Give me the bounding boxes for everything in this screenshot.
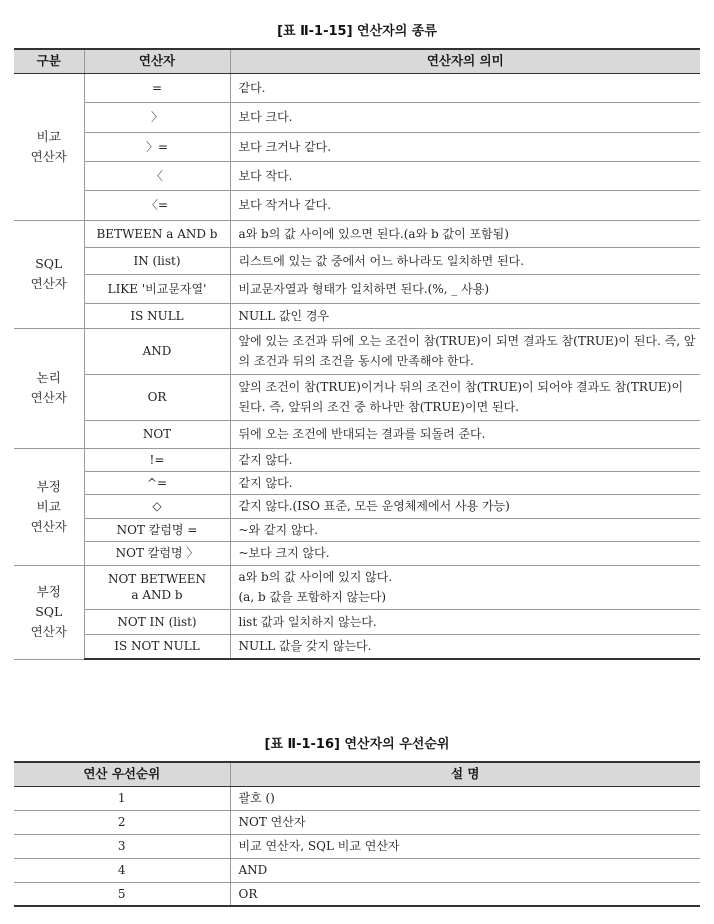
meaning-cell: 리스트에 있는 값 중에서 어느 하나라도 일치하면 된다.	[230, 247, 700, 274]
meaning-cell: 같지 않다.	[230, 471, 700, 494]
precedence-rank-cell: 1	[14, 786, 230, 810]
operator-cell: AND	[84, 328, 230, 374]
operator-row	[14, 132, 700, 161]
operator-types-body	[14, 73, 700, 659]
operator-row	[14, 609, 700, 634]
meaning-cell: NULL 값인 경우	[230, 303, 700, 328]
meaning-cell: ~와 같지 않다.	[230, 518, 700, 541]
header-meaning: 연산자의 의미	[230, 49, 700, 73]
operator-row	[14, 494, 700, 518]
meaning-cell: 같지 않다.	[230, 448, 700, 471]
category-cell: 논리 연산자	[14, 328, 84, 448]
category-cell: 비교 연산자	[14, 73, 84, 220]
operator-row	[14, 634, 700, 659]
operator-cell: LIKE '비교문자열'	[84, 274, 230, 303]
operator-cell: 〈=	[84, 190, 230, 220]
operator-row	[14, 420, 700, 448]
precedence-description-cell: AND	[230, 858, 700, 882]
meaning-cell: 뒤에 오는 조건에 반대되는 결과를 되돌려 준다.	[230, 420, 700, 448]
meaning-cell: 앞에 있는 조건과 뒤에 오는 조건이 참(TRUE)이 되면 결과도 참(TRUE)이 된다. 즉, 앞의 조건과 뒤의 조건을 동시에 만족해야 한다.	[230, 328, 700, 374]
operator-cell: IS NULL	[84, 303, 230, 328]
meaning-cell: ~보다 크지 않다.	[230, 541, 700, 565]
precedence-row	[14, 786, 700, 810]
operator-cell: 〉=	[84, 132, 230, 161]
operator-cell: NOT IN (list)	[84, 609, 230, 634]
category-cell: SQL 연산자	[14, 220, 84, 328]
meaning-cell: a와 b의 값 사이에 있지 않다. (a, b 값을 포함하지 않는다)	[230, 565, 700, 609]
operator-row	[14, 541, 700, 565]
operator-row	[14, 73, 700, 102]
header-precedence: 연산 우선순위	[14, 762, 230, 786]
operator-row	[14, 448, 700, 471]
operator-row	[14, 374, 700, 420]
meaning-cell: 보다 크다.	[230, 102, 700, 132]
operator-row	[14, 328, 700, 374]
precedence-row	[14, 858, 700, 882]
operator-cell: ◇	[84, 494, 230, 518]
operator-row	[14, 190, 700, 220]
operator-row	[14, 518, 700, 541]
precedence-row	[14, 882, 700, 906]
operator-cell: NOT 칼럼명 〉	[84, 541, 230, 565]
operator-row	[14, 274, 700, 303]
header-category: 구분	[14, 49, 84, 73]
meaning-cell: NULL 값을 갖지 않는다.	[230, 634, 700, 659]
precedence-rank-cell: 2	[14, 810, 230, 834]
operator-row	[14, 220, 700, 247]
operator-cell: =	[84, 73, 230, 102]
meaning-cell: 앞의 조건이 참(TRUE)이거나 뒤의 조건이 참(TRUE)이 되어야 결과도 참(TRUE)이 된다. 즉, 앞뒤의 조건 중 하나만 참(TRUE)이면 된다.	[230, 374, 700, 420]
operator-cell: IS NOT NULL	[84, 634, 230, 659]
operator-types-table	[14, 48, 700, 660]
precedence-rank-cell: 5	[14, 882, 230, 906]
meaning-cell: 보다 작거나 같다.	[230, 190, 700, 220]
meaning-cell: 비교문자열과 형태가 일치하면 된다.(%, _ 사용)	[230, 274, 700, 303]
operator-cell: OR	[84, 374, 230, 420]
operator-cell: 〈	[84, 161, 230, 190]
operator-cell: NOT	[84, 420, 230, 448]
operator-row	[14, 565, 700, 609]
operator-row	[14, 102, 700, 132]
table1-caption: [표 Ⅱ-1-15] 연산자의 종류	[277, 24, 437, 39]
category-cell: 부정 SQL 연산자	[14, 565, 84, 659]
category-cell: 부정 비교 연산자	[14, 448, 84, 565]
meaning-cell: a와 b의 값 사이에 있으면 된다.(a와 b 값이 포함됨)	[230, 220, 700, 247]
precedence-description-cell: 괄호 ()	[230, 786, 700, 810]
operator-row	[14, 161, 700, 190]
meaning-cell: 같지 않다.(ISO 표준, 모든 운영체제에서 사용 가능)	[230, 494, 700, 518]
precedence-rank-cell: 4	[14, 858, 230, 882]
operator-row	[14, 247, 700, 274]
meaning-cell: 보다 작다.	[230, 161, 700, 190]
meaning-cell: 같다.	[230, 73, 700, 102]
header-operator: 연산자	[84, 49, 230, 73]
operator-cell: NOT BETWEEN a AND b	[84, 565, 230, 609]
operator-cell: 〉	[84, 102, 230, 132]
operator-row	[14, 471, 700, 494]
header-description: 설 명	[230, 762, 700, 786]
operator-precedence-table	[14, 761, 700, 907]
operator-cell: !=	[84, 448, 230, 471]
precedence-description-cell: NOT 연산자	[230, 810, 700, 834]
table2-caption: [표 Ⅱ-1-16] 연산자의 우선순위	[264, 737, 450, 752]
operator-precedence-body	[14, 786, 700, 906]
operator-cell: IN (list)	[84, 247, 230, 274]
precedence-row	[14, 834, 700, 858]
precedence-row	[14, 810, 700, 834]
precedence-rank-cell: 3	[14, 834, 230, 858]
operator-cell: BETWEEN a AND b	[84, 220, 230, 247]
operator-cell: ^=	[84, 471, 230, 494]
operator-row	[14, 303, 700, 328]
meaning-cell: 보다 크거나 같다.	[230, 132, 700, 161]
meaning-cell: list 값과 일치하지 않는다.	[230, 609, 700, 634]
operator-cell: NOT 칼럼명 =	[84, 518, 230, 541]
precedence-description-cell: 비교 연산자, SQL 비교 연산자	[230, 834, 700, 858]
precedence-description-cell: OR	[230, 882, 700, 906]
